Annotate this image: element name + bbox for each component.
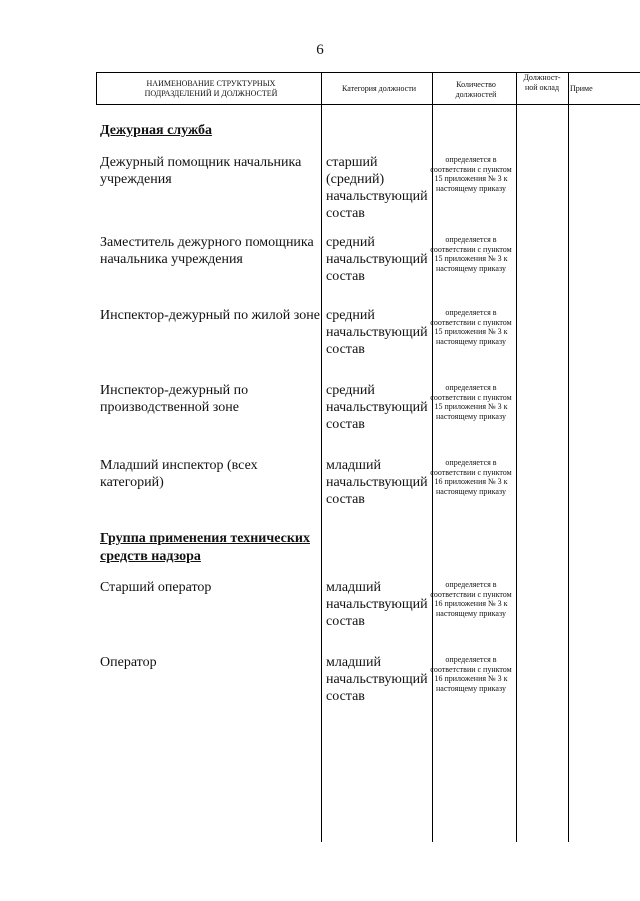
position-category: старший (средний) начальствующий состав bbox=[326, 155, 428, 221]
position-category: средний начальствующий состав bbox=[326, 235, 428, 284]
position-count: определяется в соответствии с пунктом 15 приложения № 3 к настоящему приказу bbox=[430, 235, 512, 273]
position-count: определяется в соответствии с пунктом 15 приложения № 3 к настоящему приказу bbox=[430, 308, 512, 346]
position-name: Младший инспектор (всех категорий) bbox=[100, 458, 258, 490]
header-bottom-border bbox=[96, 104, 640, 105]
position-name: Заместитель дежурного помощника начальника учреждения bbox=[100, 235, 314, 267]
position-name: Дежурный помощник начальника учреждения bbox=[100, 155, 302, 187]
position-count: определяется в соответствии с пунктом 16 приложения № 3 к настоящему приказу bbox=[430, 580, 512, 618]
col-divider-3 bbox=[516, 72, 517, 842]
col-divider-left bbox=[96, 72, 97, 104]
page-number: 6 bbox=[316, 42, 324, 58]
position-count: определяется в соответствии с пунктом 15 приложения № 3 к настоящему приказу bbox=[430, 155, 512, 193]
col-divider-4 bbox=[568, 72, 569, 842]
position-name: Инспектор-дежурный по производственной зоне bbox=[100, 383, 249, 415]
position-name: Оператор bbox=[100, 655, 157, 670]
position-category: младший начальствующий состав bbox=[326, 580, 428, 629]
position-category: средний начальствующий состав bbox=[326, 308, 428, 357]
header-note-column: Приме bbox=[570, 84, 593, 93]
position-count: определяется в соответствии с пунктом 15 приложения № 3 к настоящему приказу bbox=[430, 383, 512, 421]
position-count: определяется в соответствии с пунктом 16 приложения № 3 к настоящему приказу bbox=[430, 458, 512, 496]
header-salary-column: Должност- ной оклад bbox=[523, 73, 561, 92]
position-name: Старший оператор bbox=[100, 580, 212, 595]
position-category: средний начальствующий состав bbox=[326, 383, 428, 432]
position-category: младший начальствующий состав bbox=[326, 458, 428, 507]
header-name-column: НАИМЕНОВАНИЕ СТРУКТУРНЫХ ПОДРАЗДЕЛЕНИЙ И ДОЛЖНОСТЕЙ bbox=[144, 79, 278, 98]
section-title-technical-surveillance: Группа применения технических средств надзора bbox=[100, 531, 310, 564]
position-category: младший начальствующий состав bbox=[326, 655, 428, 704]
position-count: определяется в соответствии с пунктом 16 приложения № 3 к настоящему приказу bbox=[430, 655, 512, 693]
header-count-column: Количество должностей bbox=[455, 80, 497, 99]
staff-table bbox=[96, 72, 640, 842]
section-title-duty-service: Дежурная служба bbox=[100, 123, 212, 138]
header-category-column: Категория должности bbox=[342, 84, 416, 93]
col-divider-1 bbox=[321, 72, 322, 842]
position-name: Инспектор-дежурный по жилой зоне bbox=[100, 308, 320, 323]
